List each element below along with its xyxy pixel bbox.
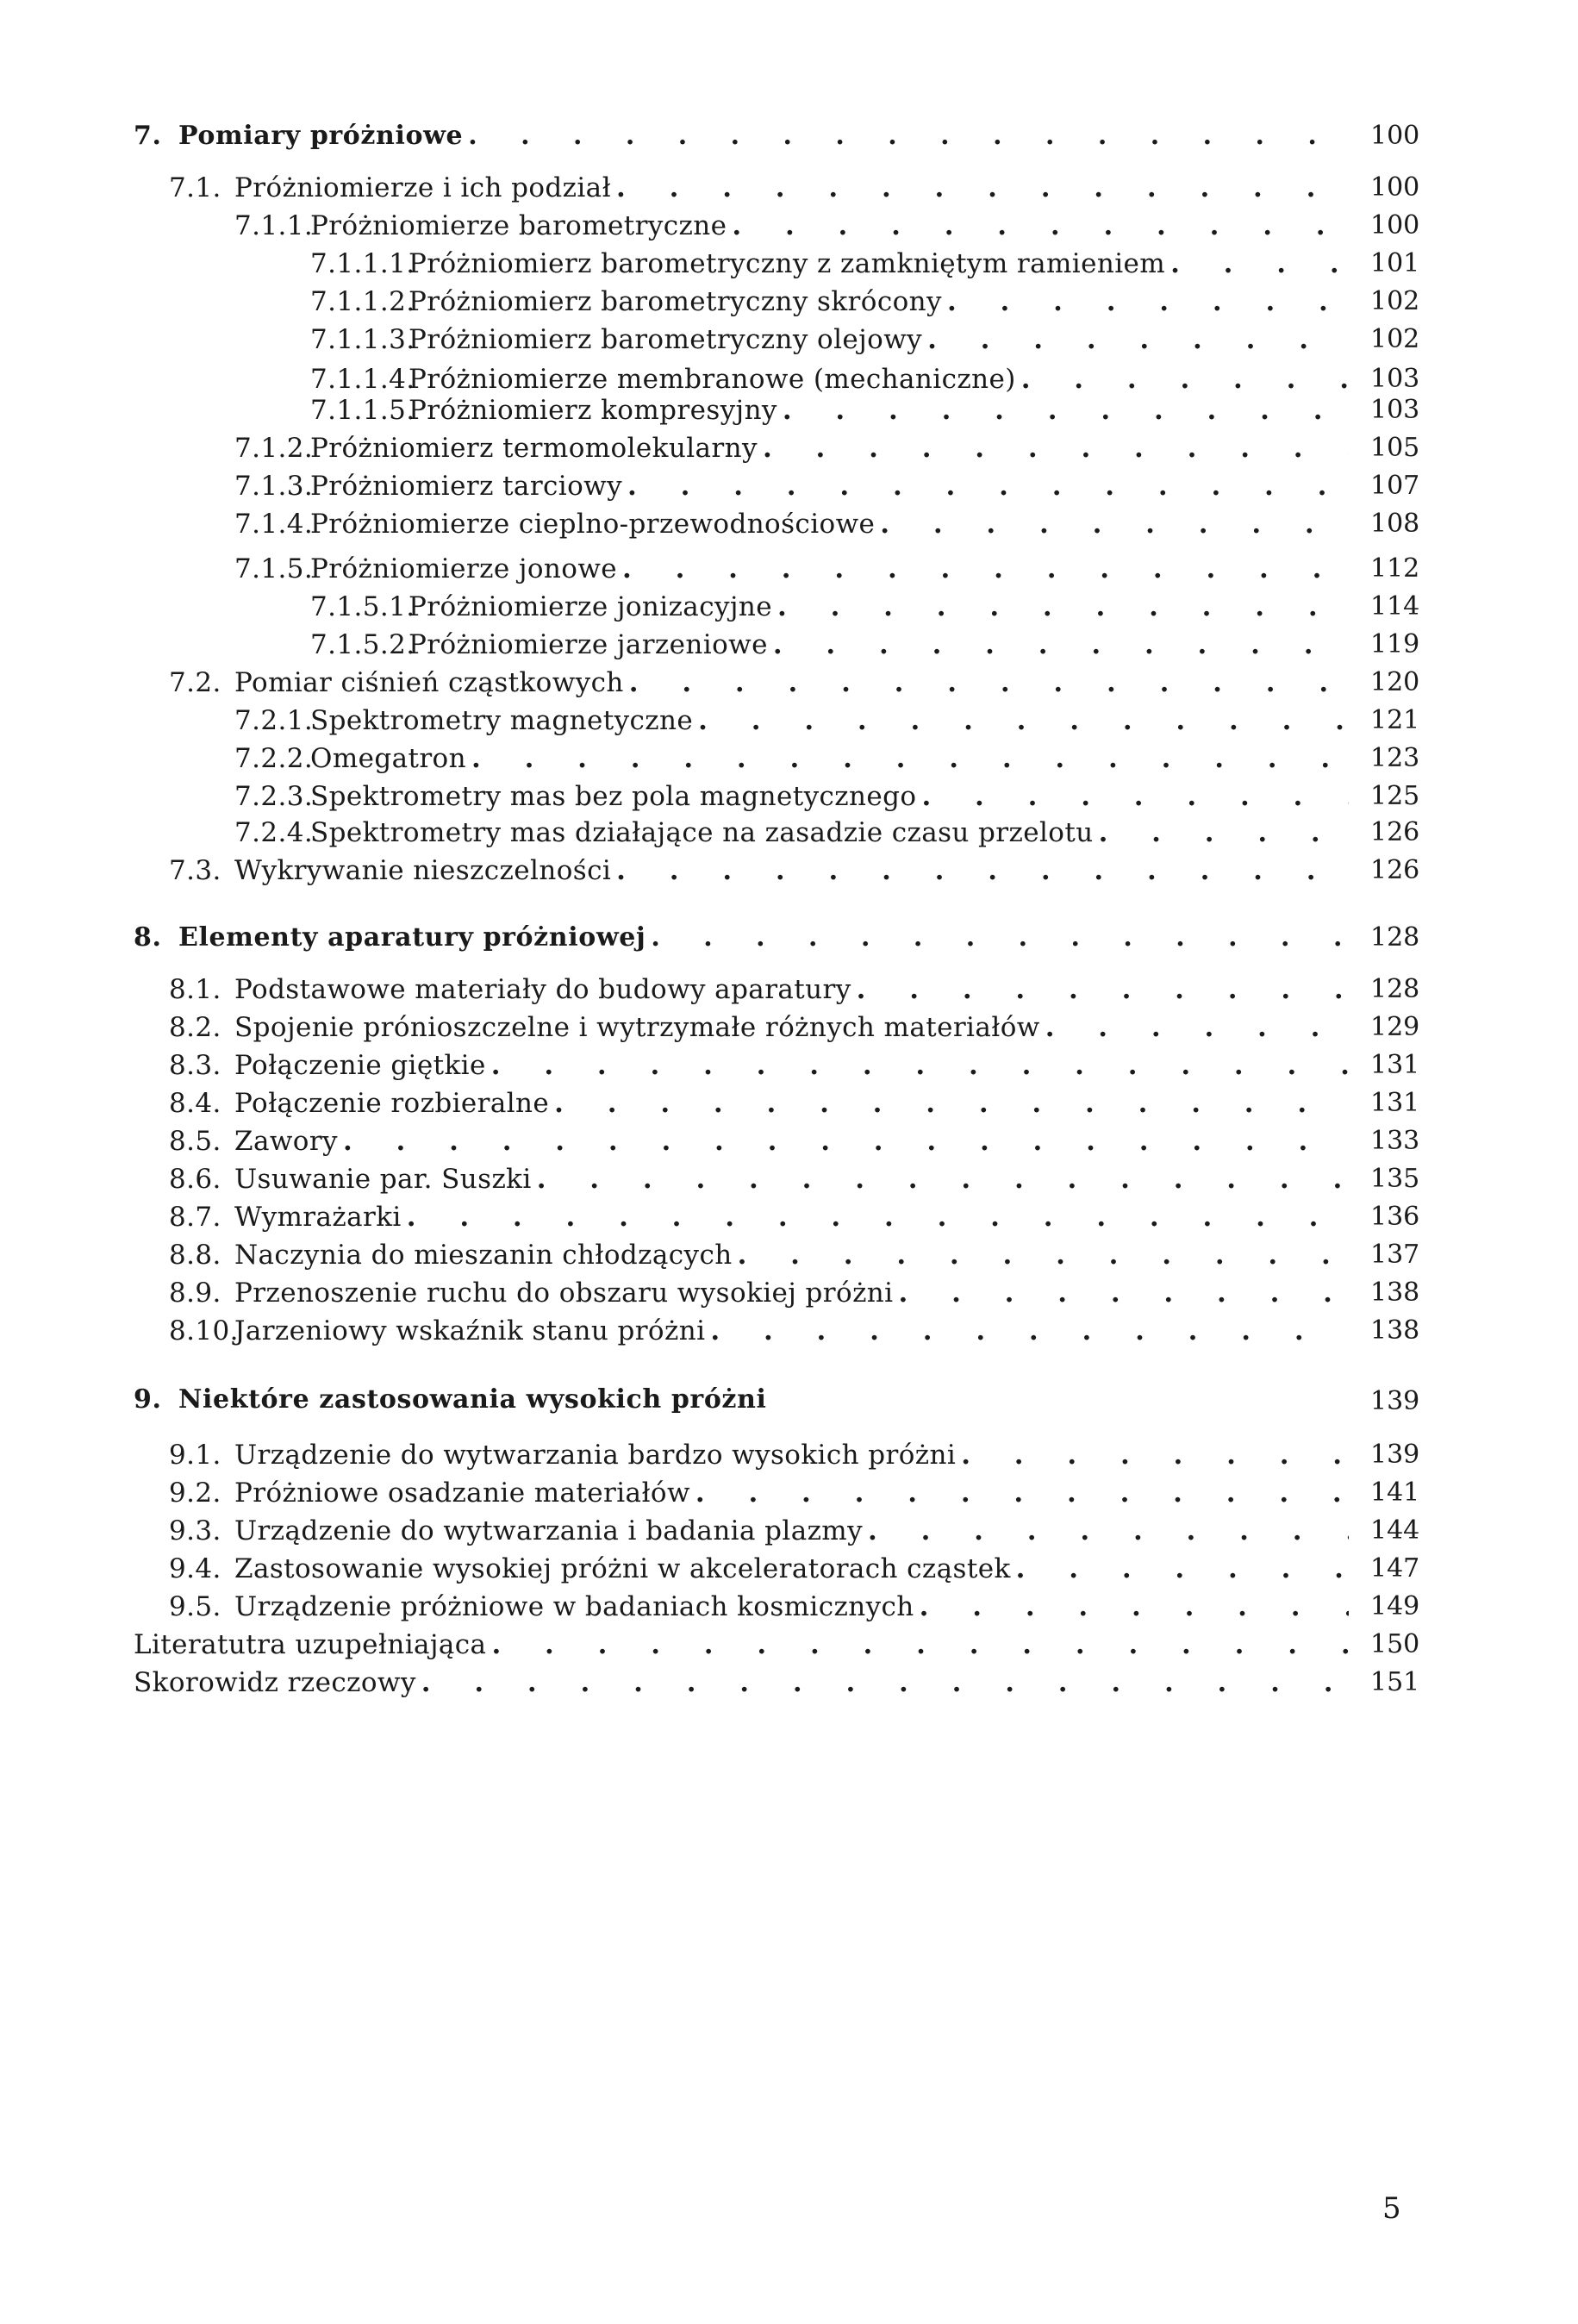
toc-title: Spektrometry mas bez pola magnetycznego: [310, 781, 917, 812]
dot-leader: [710, 1312, 1349, 1350]
toc-number: 9.: [134, 1384, 162, 1415]
toc-title: Jarzeniowy wskaźnik stanu próżni: [234, 1315, 706, 1346]
toc-title: Pomiary próżniowe: [178, 121, 464, 151]
toc-number: 7.1.5.1.: [310, 591, 415, 622]
dot-leader: [629, 664, 1349, 702]
toc-page: 150: [1370, 1629, 1420, 1659]
toc-title: Próżniomierz barometryczny skrócony: [409, 286, 942, 317]
toc-title: Wykrywanie nieszczelności: [234, 855, 612, 886]
toc-number: 9.4.: [169, 1553, 221, 1584]
toc-title: Podstawowe materiały do budowy aparatury: [234, 974, 851, 1005]
dot-leader: [1170, 245, 1349, 283]
toc-page: 107: [1370, 471, 1420, 501]
dot-leader: [732, 207, 1349, 245]
toc-title: Wymrażarki: [234, 1202, 402, 1233]
dot-leader: [738, 1236, 1349, 1274]
toc-number: 7.3.: [169, 855, 221, 886]
toc-entry: [169, 852, 1357, 890]
toc-page: 141: [1370, 1477, 1420, 1508]
dot-leader: [857, 971, 1349, 1009]
toc-number: 8.3.: [169, 1050, 221, 1081]
toc-entry: [169, 971, 1357, 1009]
toc-entry: [169, 664, 1357, 702]
toc-page: 108: [1370, 509, 1420, 539]
toc-page: 123: [1370, 743, 1420, 773]
toc-chapter-8: [134, 919, 1357, 957]
toc-entry: [169, 1009, 1357, 1046]
dot-leader: [622, 550, 1349, 588]
dot-leader: [880, 505, 1349, 543]
toc-title: Próżniomierze jonizacyjne: [409, 591, 772, 622]
toc-entry: [169, 1046, 1357, 1084]
toc-page: 139: [1370, 1440, 1420, 1470]
toc-number: 7.1.1.4.: [310, 364, 415, 395]
toc-number: 8.4.: [169, 1088, 221, 1119]
toc-title: Usuwanie par. Suszki: [234, 1164, 532, 1195]
toc-page: 121: [1370, 705, 1420, 735]
toc-chapter-9: [134, 1381, 1357, 1419]
dot-leader: [698, 702, 1349, 740]
dot-leader: [491, 1626, 1349, 1664]
toc-title: Zastosowanie wysokiej próżni w akceleratorach cząstek: [234, 1553, 1011, 1584]
toc-entry: [234, 778, 1357, 815]
dot-leader: [343, 1122, 1349, 1160]
toc-number: 8.8.: [169, 1240, 221, 1271]
toc-number: 8.2.: [169, 1012, 221, 1043]
toc-number: 7.1.1.3.: [310, 324, 415, 355]
toc-page: 103: [1370, 395, 1420, 425]
toc-entry: [134, 1626, 1357, 1664]
toc-title: Próżniomierze jarzeniowe: [409, 629, 768, 660]
toc-page: 151: [1370, 1667, 1420, 1697]
toc-number: 7.1.1.1.: [310, 248, 415, 279]
toc-title: Próżniomierz barometryczny z zamkniętym ramieniem: [409, 248, 1166, 279]
toc-title: Spektrometry mas działające na zasadzie czasu przelotu: [310, 817, 1094, 848]
toc-page: 103: [1370, 364, 1420, 394]
toc-number: 7.1.2.: [234, 433, 314, 464]
toc-title: Naczynia do mieszanin chłodzących: [234, 1240, 733, 1271]
toc-page: 100: [1370, 172, 1420, 203]
toc-page: 102: [1370, 286, 1420, 316]
toc-title: Omegatron: [310, 743, 466, 774]
dot-leader: [961, 1436, 1349, 1474]
dot-leader: [651, 919, 1349, 957]
toc-page: 144: [1370, 1515, 1420, 1546]
toc-entry: [169, 1512, 1357, 1550]
toc-title: Niektóre zastosowania wysokich próżni: [178, 1384, 767, 1415]
toc-title: Połączenie rozbieralne: [234, 1088, 550, 1119]
toc-number: 7.1.5.2.: [310, 629, 415, 660]
dot-leader: [468, 117, 1349, 155]
toc-entry: [169, 1436, 1357, 1474]
toc-title: Próżniomierze membranowe (mechaniczne): [409, 364, 1016, 395]
toc-number: 7.2.4.: [234, 817, 314, 848]
dot-leader: [1045, 1009, 1349, 1046]
toc-entry: [310, 321, 1357, 359]
toc-title: Próżniomierze barometryczne: [310, 210, 727, 241]
toc-number: 9.5.: [169, 1591, 221, 1622]
page-number: 5: [1382, 2191, 1401, 2226]
toc-chapter-7: [134, 117, 1357, 155]
toc-title: Przenoszenie ruchu do obszaru wysokiej próżni: [234, 1278, 894, 1309]
toc-title: Próżniomierz kompresyjny: [409, 395, 777, 426]
toc-number: 7.1.1.: [234, 210, 314, 241]
toc-title: Literatutra uzupełniająca: [134, 1629, 487, 1660]
toc-page: 147: [1370, 1553, 1420, 1584]
dot-leader: [920, 1588, 1349, 1626]
dot-leader: [898, 1274, 1349, 1312]
toc-entry: [234, 429, 1357, 467]
dot-leader: [491, 1046, 1349, 1084]
toc-page: 100: [1370, 121, 1420, 151]
toc-number: 7.1.1.2.: [310, 286, 415, 317]
toc-entry: [234, 467, 1357, 505]
dot-leader: [616, 169, 1349, 207]
toc-entry: [310, 245, 1357, 283]
toc-entry: [169, 1588, 1357, 1626]
dot-leader: [927, 321, 1349, 359]
dot-leader: [921, 778, 1349, 815]
toc-entry: [169, 1550, 1357, 1588]
toc-page: 125: [1370, 781, 1420, 811]
toc-entry: [134, 1664, 1357, 1702]
toc-page: 101: [1370, 248, 1420, 278]
toc-entry: [169, 1312, 1357, 1350]
toc-page: 129: [1370, 1012, 1420, 1042]
toc-page: 149: [1370, 1591, 1420, 1621]
toc-number: 9.1.: [169, 1440, 221, 1471]
toc-entry: [169, 1084, 1357, 1122]
toc-number: 7.1.: [169, 172, 221, 203]
toc-page: 100: [1370, 210, 1420, 241]
dot-leader: [554, 1084, 1349, 1122]
toc-title: Pomiar ciśnień cząstkowych: [234, 667, 624, 698]
toc-page: 137: [1370, 1240, 1420, 1270]
toc-number: 9.3.: [169, 1515, 221, 1546]
toc-page: 119: [1370, 629, 1420, 659]
toc-entry: [234, 550, 1357, 588]
toc-number: 8.10.: [169, 1315, 239, 1346]
toc-title: Próżniomierz barometryczny olejowy: [409, 324, 923, 355]
toc-title: Spektrometry magnetyczne: [310, 705, 694, 736]
toc-number: 8.: [134, 922, 162, 953]
dot-leader: [471, 740, 1349, 778]
toc-number: 8.6.: [169, 1164, 221, 1195]
toc-entry: [310, 283, 1357, 321]
toc-entry: [169, 1274, 1357, 1312]
toc-title: Urządzenie próżniowe w badaniach kosmicznych: [234, 1591, 914, 1622]
dot-leader: [773, 626, 1349, 664]
dot-leader: [537, 1160, 1349, 1198]
toc-entry: [169, 169, 1357, 207]
toc-number: 8.9.: [169, 1278, 221, 1309]
toc-page: 120: [1370, 667, 1420, 697]
toc-title: Połączenie giętkie: [234, 1050, 486, 1081]
dot-leader: [777, 588, 1349, 626]
toc-entry: [169, 1198, 1357, 1236]
dot-leader: [421, 1664, 1349, 1702]
toc-entry: [234, 814, 1357, 852]
toc-page: 138: [1370, 1315, 1420, 1346]
toc-number: 9.2.: [169, 1477, 221, 1509]
toc-number: 7.2.3.: [234, 781, 314, 812]
toc-page: 114: [1370, 591, 1420, 622]
toc-number: 7.1.1.5.: [310, 395, 415, 426]
toc-entry: [310, 626, 1357, 664]
toc-number: 7.1.4.: [234, 509, 314, 540]
toc-title: Próżniomierze i ich podział: [234, 172, 612, 203]
toc-number: 7.1.3.: [234, 471, 314, 502]
toc-number: 7.2.2.: [234, 743, 314, 774]
toc-title: Zawory: [234, 1126, 338, 1157]
toc-entry: [310, 391, 1357, 429]
toc-page: 105: [1370, 433, 1420, 463]
toc-title: Próżniomierze cieplno-przewodnościowe: [310, 509, 876, 540]
toc-number: 8.7.: [169, 1202, 221, 1233]
toc-entry: [234, 207, 1357, 245]
dot-leader: [868, 1512, 1349, 1550]
dot-leader: [627, 467, 1349, 505]
toc-page: 136: [1370, 1202, 1420, 1232]
toc-title: Próżniomierz termomolekularny: [310, 433, 758, 464]
dot-leader: [947, 283, 1349, 321]
toc-entry: [234, 505, 1357, 543]
toc-entry: [169, 1474, 1357, 1512]
dot-leader: [695, 1474, 1349, 1512]
toc-title: Spojenie prónioszczelne i wytrzymałe różnych materiałów: [234, 1012, 1040, 1043]
toc-number: 8.5.: [169, 1126, 221, 1157]
toc-title: Urządzenie do wytwarzania i badania plazmy: [234, 1515, 864, 1546]
toc-entry: [234, 740, 1357, 778]
dot-leader: [783, 391, 1349, 429]
toc-title: Próżniowe osadzanie materiałów: [234, 1477, 690, 1509]
toc-number: 7.2.: [169, 667, 221, 698]
toc-number: 8.1.: [169, 974, 221, 1005]
toc-page: 135: [1370, 1164, 1420, 1194]
toc-title: Skorowidz rzeczowy: [134, 1667, 416, 1698]
dot-leader: [407, 1198, 1349, 1236]
toc-entry: [169, 1160, 1357, 1198]
toc-page: 133: [1370, 1126, 1420, 1156]
toc-title: Próżniomierz tarciowy: [310, 471, 623, 502]
toc-page: 139: [1370, 1386, 1420, 1416]
toc-page: 128: [1370, 974, 1420, 1004]
dot-leader: [616, 852, 1349, 890]
toc-page: 131: [1370, 1088, 1420, 1118]
dot-leader: [763, 429, 1349, 467]
toc-page: 126: [1370, 817, 1420, 847]
toc-number: 7.1.5.: [234, 553, 314, 584]
toc-page: 112: [1370, 553, 1420, 584]
dot-leader: [1016, 1550, 1349, 1588]
toc-page: 138: [1370, 1278, 1420, 1308]
toc-number: 7.: [134, 121, 162, 151]
toc-title: Urządzenie do wytwarzania bardzo wysokich próżni: [234, 1440, 957, 1471]
toc-page: 131: [1370, 1050, 1420, 1080]
dot-leader: [1099, 814, 1349, 852]
toc-number: 7.2.1.: [234, 705, 314, 736]
toc-page: 102: [1370, 324, 1420, 354]
toc-title: Próżniomierze jonowe: [310, 553, 618, 584]
toc-page: 128: [1370, 922, 1420, 953]
toc-entry: [169, 1236, 1357, 1274]
toc-title: Elementy aparatury próżniowej: [178, 922, 646, 953]
toc-entry: [169, 1122, 1357, 1160]
toc-page: 126: [1370, 855, 1420, 885]
toc-entry: [234, 702, 1357, 740]
toc-entry: [310, 588, 1357, 626]
